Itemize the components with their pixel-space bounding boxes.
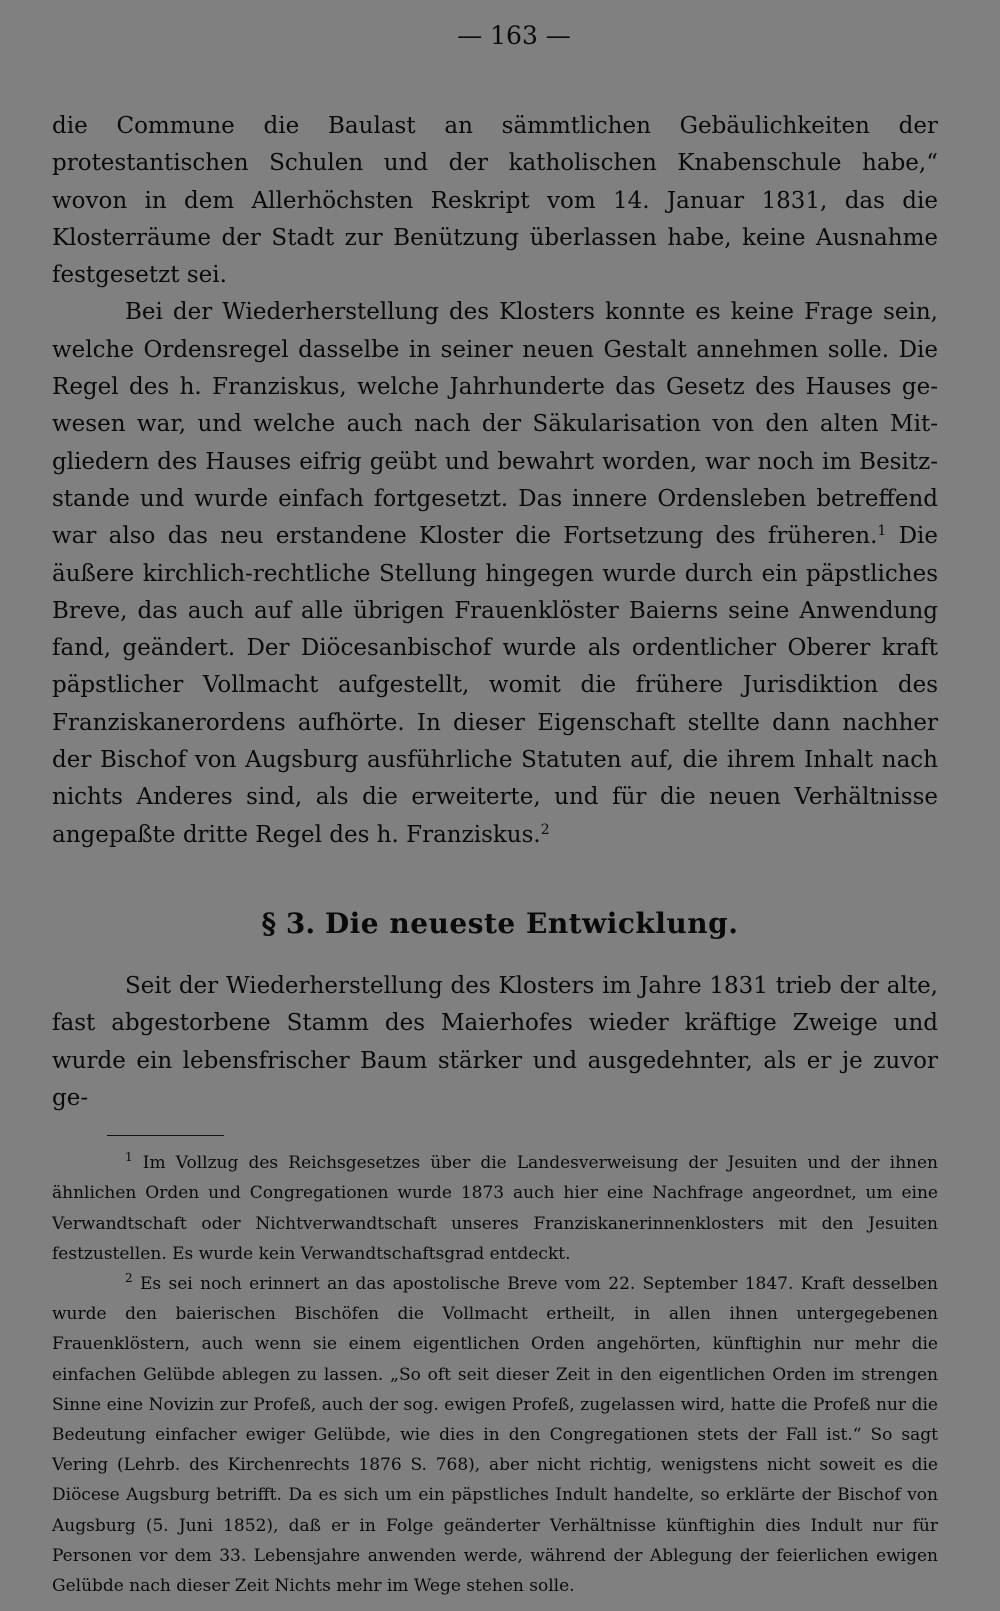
footnote-reference[interactable]: 1	[877, 523, 887, 540]
footnotes	[52, 1148, 938, 1601]
paragraph-continuation: die Commune die Baulast an sämmtlichen Gebäulichkeiten der protestantischen Schulen und der katholischen Knabenschule habe,“ wovon in dem Allerhöchsten Reskript vom 14. Januar 1831, das die Klosterräume der Stadt zur Benützung überlassen habe, keine Ausnahme festgesetzt sei.	[52, 113, 938, 289]
footnote-2	[52, 1269, 938, 1601]
footnote-divider	[107, 1135, 224, 1136]
footnote-1	[52, 1148, 938, 1269]
section-title: Die neueste Entwicklung.	[324, 906, 739, 940]
section-body	[52, 968, 938, 1117]
footnote-reference[interactable]: 2	[540, 821, 550, 838]
paragraph-restoration	[52, 294, 938, 853]
paragraph-development: Seit der Wiederherstellung des Klosters im Jahre 1831 trieb der alte, fast abgestorbene Stamm des Maierhofes wieder kräftige Zweige und wurde ein lebensfrischer Baum stärker und ausgedehnter, als er je zuvor ge-	[52, 972, 938, 1111]
paragraph-text: Bei der Wiederherstellung des Klosters konnte es keine Frage sein, welche Ordensregel dasselbe in seiner neuen Gestalt annehmen solle. Die Regel des h. Franziskus, welche Jahrhunderte das Gesetz des Hauses gewesen war, und welche auch nach der Säkularisation von den alten Mitgliedern des Hauses eifrig geübt und bewahrt worden, war noch im Besitzstande und wurde einfach fortgesetzt. Das innere Ordensleben betreffend war also das neu erstandene Kloster die Fortsetzung des früheren.	[52, 299, 938, 550]
page-number: — 163 —	[457, 21, 571, 50]
section-heading	[52, 904, 938, 944]
footnote-text: Im Vollzug des Reichsgesetzes über die Landesverweisung der Jesuiten und der ihnen ähnlichen Orden und Congregationen wurde 1873 auch hier eine Nachfrage angeordnet, um eine Verwandtschaft oder Nichtverwandtschaft unseres Franziskanerinnenklosters mit den Jesuiten festzustellen. Es wurde kein Verwandtschaftsgrad entdeckt.	[52, 1153, 938, 1264]
footnote-text: Es sei noch erinnert an das apostolische Breve vom 22. September 1847. Kraft desselben wurde den baierischen Bischöfen die Vollmacht ertheilt, in allen ihnen untergegebenen Frauenklöstern, auch wenn sie einem eigentlichen Orden angehörten, künftighin nur mehr die einfachen Gelübde ablegen zu lassen. „So oft seit dieser Zeit in den eigentlichen Orden im strengen Sinne eine Novizin zur Profeß, auch der sog. ewigen Profeß, zugelassen wird, hatte die Profeß nur die Bedeutung einfacher ewiger Gelübde, wie dies in den Congregationen stets der Fall ist.“ So sagt Vering (Lehrb. des Kirchenrechts 1876 S. 768), aber nicht richtig, wenigstens nicht soweit es die Diöcese Augsburg betrifft. Da es sich um ein päpstliches Indult handelte, so erklärte der Bischof von Augsburg (5. Juni 1852), daß er in Folge geänderter Verhältnisse künftighin dies Indult nur für Personen vor dem 33. Lebensjahre anwenden werde, während der Ablegung der feierlichen ewigen Gelübde nach dieser Zeit Nichts mehr im Wege stehen solle.	[52, 1273, 938, 1596]
body-text	[52, 108, 938, 854]
footnote-marker: 1	[125, 1150, 133, 1165]
footnote-marker: 2	[125, 1270, 133, 1285]
section-number: § 3.	[261, 906, 316, 940]
paragraph-text: Die äußere kirchlich-rechtliche Stellung hingegen wurde durch ein päpstliches Breve, das auch auf alle übrigen Frauenklöster Baierns seine Anwendung fand, geändert. Der Diöcesanbischof wurde als ordentlicher Oberer kraft päpstlicher Vollmacht aufgestellt, womit die frühere Jurisdiktion des Franziskanerordens aufhörte. In dieser Eigenschaft stellte dann nachher der Bischof von Augsburg ausführliche Statuten auf, die ihrem Inhalt nach nichts Anderes sind, als die erweiterte, und für die neuen Verhältnisse angepaßte dritte Regel des h. Franziskus.	[52, 523, 939, 848]
